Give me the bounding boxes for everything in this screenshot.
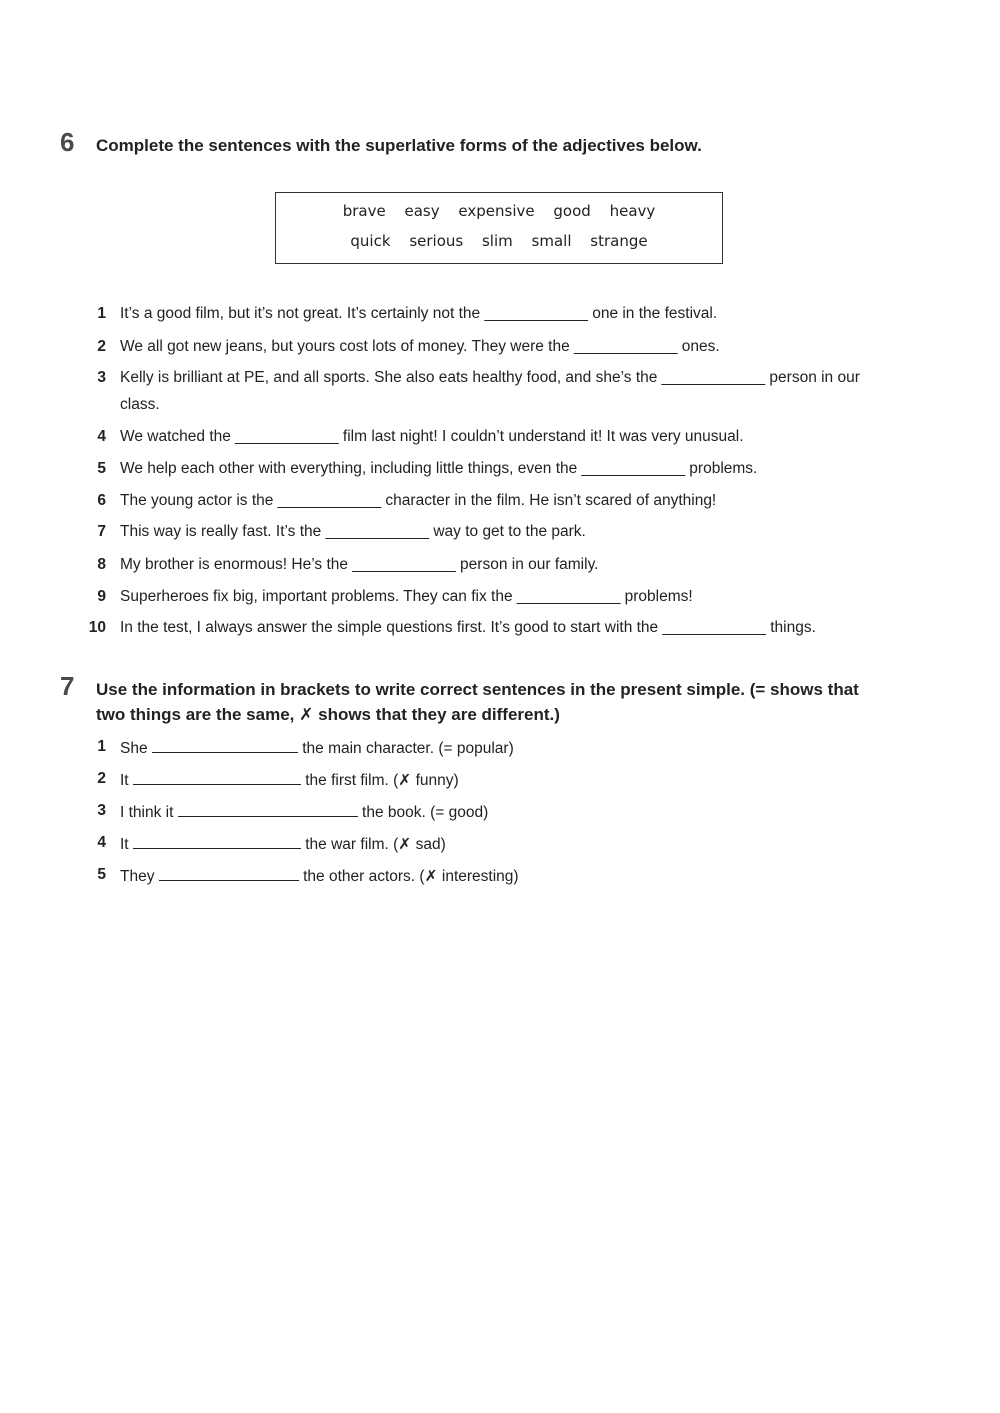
exercise-6-instruction: Complete the sentences with the superlative forms of the adjectives below.	[96, 136, 702, 155]
ex7-item-end: the main character. (= popular)	[302, 740, 514, 757]
ex7-item-end: the war film. (	[305, 836, 399, 853]
adjective-word-box	[275, 192, 723, 264]
ex7-item-number: 3	[97, 802, 106, 819]
word-small: small	[531, 232, 572, 250]
ex7-item-sentence	[120, 866, 519, 886]
word-quick: quick	[350, 232, 391, 250]
word-brave: brave	[342, 202, 386, 220]
ex7-item-sentence	[120, 770, 459, 790]
answer-blank[interactable]	[159, 866, 299, 881]
ex6-item-text: We help each other with everything, including little things, even the ____________ problems.	[120, 460, 758, 477]
ex7-item-number: 2	[97, 770, 106, 787]
word-box-row-2	[276, 232, 722, 250]
ex6-item-text-continued: class.	[120, 396, 160, 413]
ex7-item-start: They	[120, 868, 155, 885]
ex7-item-number: 5	[97, 866, 106, 883]
cross-icon: ✗	[398, 771, 412, 789]
cross-icon: ✗	[398, 835, 412, 853]
ex6-item-text: The young actor is the ____________ character in the film. He isn’t scared of anything!	[120, 492, 717, 509]
ex6-item-number: 10	[88, 619, 106, 636]
ex6-item-number: 4	[97, 428, 106, 445]
ex6-item-number: 6	[97, 492, 106, 509]
word-strange: strange	[590, 232, 648, 250]
ex6-item-text: Superheroes fix big, important problems. They can fix the ____________ problems!	[120, 588, 693, 605]
exercise-7-instruction-line-2a: two things are the same,	[96, 705, 295, 724]
word-good: good	[553, 202, 591, 220]
ex6-item-text: We watched the ____________ film last night! I couldn’t understand it! It was very unusual.	[120, 428, 744, 445]
ex6-item-number: 8	[97, 556, 106, 573]
ex7-item-end: the other actors. (	[303, 868, 425, 885]
word-heavy: heavy	[609, 202, 656, 220]
ex6-item-text: This way is really fast. It’s the ____________ way to get to the park.	[120, 523, 586, 540]
ex7-item-end: the first film. (	[305, 772, 399, 789]
answer-blank[interactable]	[178, 802, 358, 817]
ex7-item-start: It	[120, 836, 129, 853]
ex7-item-number: 4	[97, 834, 106, 851]
ex6-item-number: 9	[97, 588, 106, 605]
answer-blank[interactable]	[152, 738, 298, 753]
ex7-item-hint: funny)	[415, 772, 459, 789]
exercise-7-instruction-line-1: Use the information in brackets to write correct sentences in the present simple. (= shows that	[96, 680, 859, 699]
ex6-item-text: It’s a good film, but it’s not great. It’s certainly not the ____________ one in the festival.	[120, 305, 718, 322]
ex6-item-number: 3	[97, 369, 106, 386]
ex7-item-number: 1	[97, 738, 106, 755]
ex7-item-start: I think it	[120, 804, 174, 821]
word-slim: slim	[481, 232, 513, 250]
ex6-item-text: Kelly is brilliant at PE, and all sports. She also eats healthy food, and she’s the ____________ person in our	[120, 369, 860, 386]
ex6-item-text: My brother is enormous! He’s the ____________ person in our family.	[120, 556, 599, 573]
ex6-item-text: We all got new jeans, but yours cost lots of money. They were the ____________ ones.	[120, 338, 720, 355]
ex6-item-number: 5	[97, 460, 106, 477]
ex6-item-number: 7	[97, 523, 106, 540]
exercise-6-number: 6	[60, 127, 75, 157]
cross-icon: ✗	[424, 867, 438, 885]
word-serious: serious	[409, 232, 464, 250]
ex6-item-number: 2	[97, 338, 106, 355]
ex7-item-start: She	[120, 740, 148, 757]
answer-blank[interactable]	[133, 770, 301, 785]
ex7-item-sentence	[120, 834, 446, 854]
ex7-item-sentence	[120, 738, 514, 758]
exercise-7-number: 7	[60, 671, 75, 701]
ex7-item-hint: interesting)	[441, 868, 519, 885]
ex7-item-start: It	[120, 772, 129, 789]
ex7-item-end: the book. (= good)	[362, 804, 489, 821]
word-expensive: expensive	[458, 202, 535, 220]
ex6-item-number: 1	[97, 305, 106, 322]
cross-icon: ✗	[299, 705, 314, 725]
word-easy: easy	[404, 202, 440, 220]
ex7-item-sentence	[120, 802, 488, 822]
answer-blank[interactable]	[133, 834, 301, 849]
word-box-row-1	[276, 202, 722, 220]
exercise-7-instruction	[96, 677, 940, 728]
ex6-item-text: In the test, I always answer the simple questions first. It’s good to start with the ____________ things.	[120, 619, 816, 636]
exercise-7-instruction-line-2b: shows that they are different.)	[318, 705, 560, 724]
ex7-item-hint: sad)	[415, 836, 446, 853]
